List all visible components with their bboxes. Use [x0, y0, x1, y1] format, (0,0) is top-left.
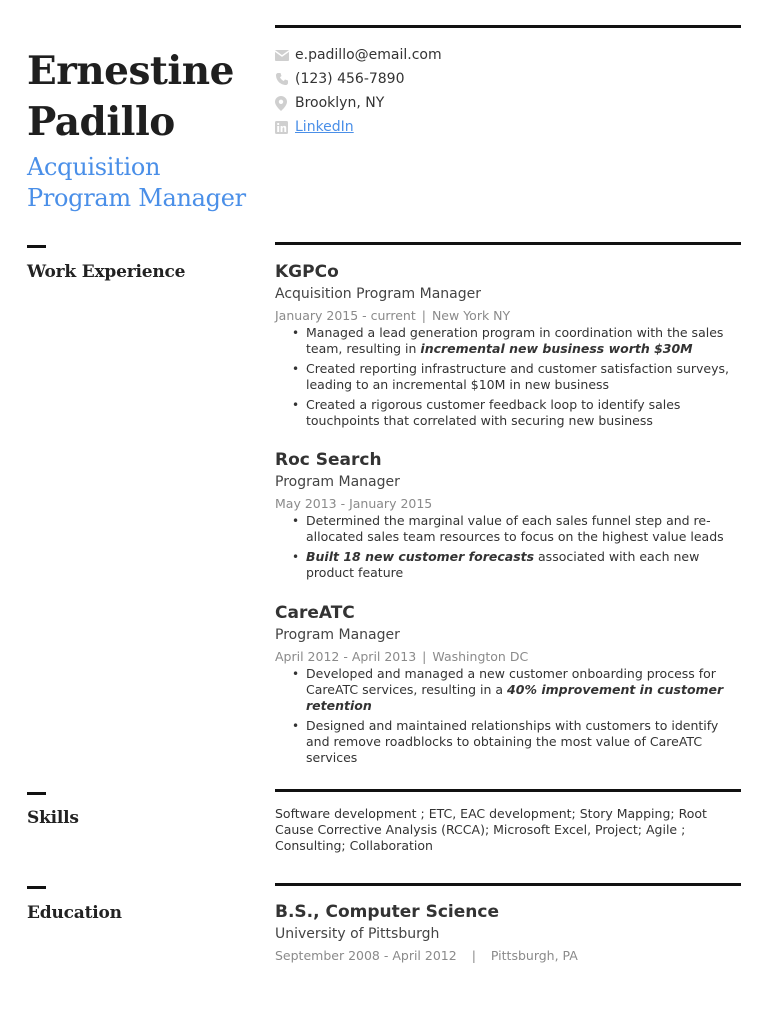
location-text: Brooklyn, NY — [295, 95, 385, 111]
name-last: Padillo — [27, 99, 175, 145]
skills-divider — [275, 789, 741, 792]
education-section-title: Education — [27, 903, 122, 923]
job-bullet: • Created a rigorous customer feedback loop to identify sales touchpoints that correlated with securing new business — [287, 397, 741, 429]
work-divider — [275, 242, 741, 245]
contact-phone — [275, 67, 741, 91]
candidate-name — [27, 46, 267, 148]
job-bullet: • Developed and managed a new customer onboarding process for CareATC services, resulting in a 40% improvement in customer retention — [287, 666, 741, 714]
contact-divider — [275, 25, 741, 28]
education-dates: September 2008 - April 2012 — [275, 948, 457, 963]
job-bullet: • Created reporting infrastructure and customer satisfaction surveys, leading to an incremental $10M in new business — [287, 361, 741, 393]
job-bullet: • Built 18 new customer forecasts associated with each new product feature — [287, 549, 741, 581]
company-name: KGPCo — [275, 262, 339, 282]
contact-list — [275, 43, 741, 139]
job-dates: April 2012 - April 2013 — [275, 649, 417, 664]
job-meta-separator: | — [421, 308, 426, 323]
role-line-2: Program Manager — [27, 184, 246, 212]
job-meta — [275, 494, 741, 513]
contact-linkedin — [275, 115, 741, 139]
job-bullets — [287, 666, 741, 766]
name-first: Ernestine — [27, 48, 234, 94]
work-section-title: Work Experience — [27, 262, 186, 282]
education-entry — [275, 901, 741, 965]
envelope-icon — [275, 48, 295, 62]
job-title: Program Manager — [275, 474, 400, 490]
education-meta-separator: | — [471, 948, 476, 963]
job-location: New York NY — [431, 308, 511, 323]
job-bullet: • Determined the marginal value of each sales funnel step and re-allocated sales team resources to focus on the highest value leads — [287, 513, 741, 545]
school-name: University of Pittsburgh — [275, 926, 440, 942]
education-divider — [275, 883, 741, 886]
education-location: Pittsburgh, PA — [490, 948, 578, 963]
phone-icon — [275, 72, 295, 86]
company-name: Roc Search — [275, 450, 382, 470]
skills-text: Software development ; ETC, EAC development; Story Mapping; Root Cause Corrective Analysis (RCCA); Microsoft Excel, Project; Agile ; Consulting; Collaboration — [275, 806, 707, 853]
job-bullets — [287, 325, 741, 429]
job-entry — [275, 261, 741, 433]
skills-section-marker — [27, 792, 46, 795]
job-meta — [275, 306, 741, 325]
degree: B.S., Computer Science — [275, 902, 499, 922]
job-title: Acquisition Program Manager — [275, 286, 482, 302]
job-location: Washington DC — [432, 649, 529, 664]
email-text[interactable]: e.padillo@email.com — [295, 47, 442, 63]
contact-email — [275, 43, 741, 67]
job-entry — [275, 449, 741, 585]
job-meta — [275, 647, 741, 666]
education-meta — [275, 946, 741, 965]
skills-section-title: Skills — [27, 808, 79, 828]
job-meta-separator: | — [422, 649, 427, 664]
candidate-role — [27, 152, 267, 214]
job-title: Program Manager — [275, 627, 400, 643]
job-bullets — [287, 513, 741, 581]
linkedin-link[interactable]: LinkedIn — [295, 119, 354, 135]
map-pin-icon — [275, 96, 295, 110]
contact-location — [275, 91, 741, 115]
company-name: CareATC — [275, 603, 355, 623]
linkedin-icon — [275, 120, 295, 134]
job-dates: January 2015 - current — [275, 308, 416, 323]
work-section-marker — [27, 245, 46, 248]
job-bullet: • Managed a lead generation program in coordination with the sales team, resulting in incremental new business worth $30M — [287, 325, 741, 357]
job-entry — [275, 602, 741, 770]
education-section-marker — [27, 886, 46, 889]
role-line-1: Acquisition — [27, 153, 161, 181]
job-bullet: • Designed and maintained relationships with customers to identify and remove roadblocks to obtaining the most value of CareATC services — [287, 718, 741, 766]
job-dates: May 2013 - January 2015 — [275, 496, 433, 511]
phone-text[interactable]: (123) 456-7890 — [295, 71, 405, 87]
